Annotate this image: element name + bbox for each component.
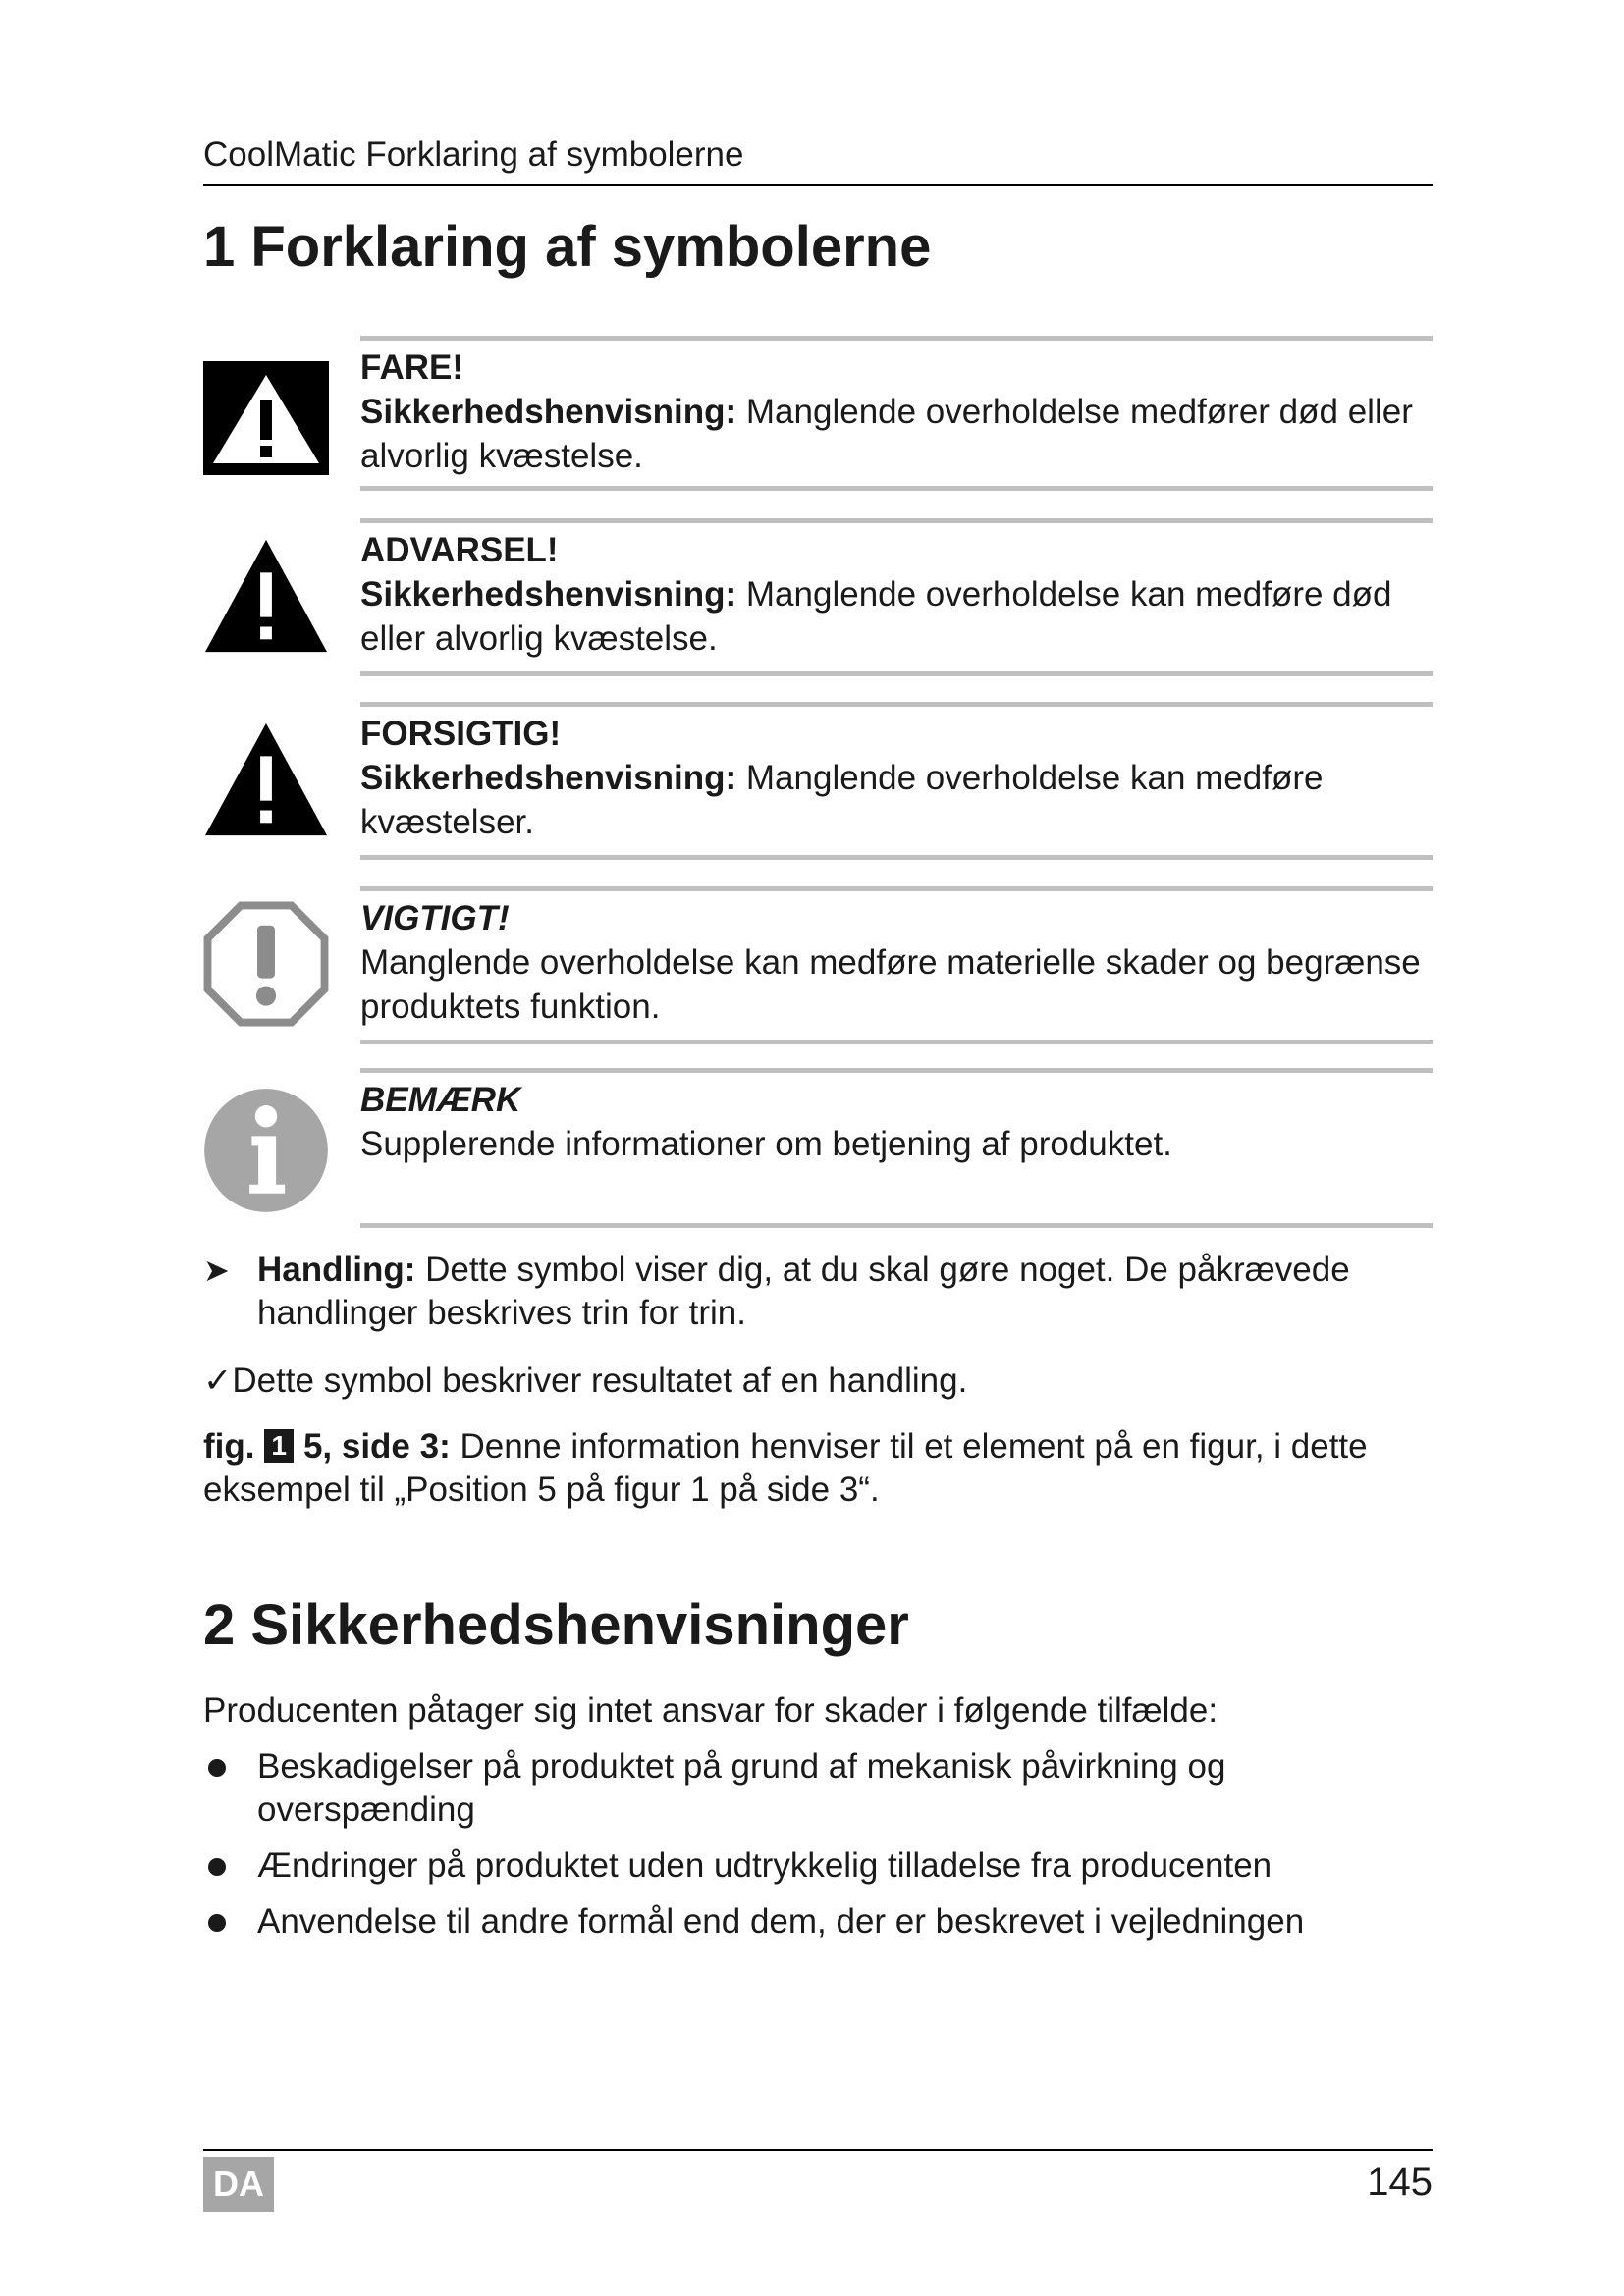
- notice-rule-bottom: [360, 1040, 1433, 1044]
- notice-body: [360, 712, 1433, 844]
- notice-body: [360, 346, 1433, 478]
- notice-rule-top: [360, 886, 1433, 891]
- notice-text: Sikkerhedshenvisning: Manglende overholdelse kan medføre kvæstelser.: [360, 759, 1324, 841]
- bullet-icon: [208, 1914, 226, 1932]
- notice-body: [360, 528, 1433, 661]
- notice-important: [203, 886, 1433, 1045]
- notice-rule-bottom: [360, 671, 1433, 676]
- notice-body: [360, 896, 1433, 1029]
- language-badge: DA: [203, 2157, 274, 2212]
- arrow-right-icon: ➤: [203, 1253, 230, 1288]
- notice-rule-top: [360, 702, 1433, 707]
- important-octagon-icon: [203, 901, 329, 1027]
- notice-title: BEMÆRK: [360, 1081, 521, 1119]
- notice-text: Manglende overholdelse kan medføre materielle skader og begrænse produktets funktion.: [360, 943, 1421, 1026]
- bullet-icon: [208, 1759, 226, 1777]
- notice-rule-bottom: [360, 1223, 1433, 1228]
- list-item: Beskadigelser på produktet på grund af mekanisk påvirkning og overspænding: [203, 1745, 1433, 1832]
- liability-list: [203, 1745, 1433, 1956]
- notice-body: [360, 1078, 1433, 1166]
- notice-note: [203, 1068, 1433, 1230]
- notice-title: FARE!: [360, 348, 463, 387]
- notice-rule-top: [360, 518, 1433, 523]
- notice-title: VIGTIGT!: [360, 899, 510, 937]
- notice-title: FORSIGTIG!: [360, 715, 562, 753]
- checkmark-icon: ✓: [203, 1362, 233, 1400]
- notice-caution: [203, 702, 1433, 861]
- section-2-title: 2 Sikkerhedshenvisninger: [203, 1593, 909, 1657]
- header-rule: [203, 184, 1433, 186]
- handling-paragraph: ➤ Handling: Dette symbol viser dig, at du skal gøre noget. De påkrævede handlinger beskrives trin for trin.: [203, 1251, 1350, 1332]
- notice-warning: [203, 518, 1433, 677]
- figure-number-box: 1: [264, 1429, 294, 1463]
- notice-rule-bottom: [360, 486, 1433, 491]
- notice-text: Sikkerhedshenvisning: Manglende overholdelse medfører død eller alvorlig kvæstelse.: [360, 393, 1413, 475]
- notice-rule-bottom: [360, 855, 1433, 860]
- section-2-intro: Producenten påtager sig intet ansvar for skader i følgende tilfælde:: [203, 1691, 1218, 1730]
- bullet-icon: [208, 1858, 226, 1876]
- notice-text: Supplerende informationer om betjening af produktet.: [360, 1125, 1172, 1163]
- figure-reference-paragraph: fig. 1 5, side 3: Denne information henviser til et element på en figur, i dette eksempel til „Position 5 på figur 1 på side 3“.: [203, 1427, 1368, 1509]
- notice-rule-top: [360, 336, 1433, 341]
- list-item: Anvendelse til andre formål end dem, der er beskrevet i vejledningen: [203, 1900, 1433, 1944]
- section-1-title: 1 Forklaring af symbolerne: [203, 215, 932, 279]
- caution-triangle-icon: [203, 717, 329, 842]
- warning-triangle-icon: [203, 533, 329, 659]
- footer-rule: [203, 2149, 1433, 2151]
- notice-title: ADVARSEL!: [360, 531, 559, 569]
- danger-warning-icon: [203, 355, 329, 481]
- running-header: CoolMatic Forklaring af symbolerne: [203, 135, 744, 174]
- list-item: Ændringer på produktet uden udtrykkelig tilladelse fra producenten: [203, 1844, 1433, 1888]
- result-paragraph: ✓Dette symbol beskriver resultatet af en handling.: [203, 1362, 968, 1400]
- info-icon: [203, 1088, 329, 1213]
- notice-rule-top: [360, 1068, 1433, 1073]
- notice-danger: [203, 336, 1433, 493]
- page-number: 145: [1367, 2161, 1433, 2204]
- notice-text: Sikkerhedshenvisning: Manglende overholdelse kan medføre død eller alvorlig kvæstelse.: [360, 575, 1392, 658]
